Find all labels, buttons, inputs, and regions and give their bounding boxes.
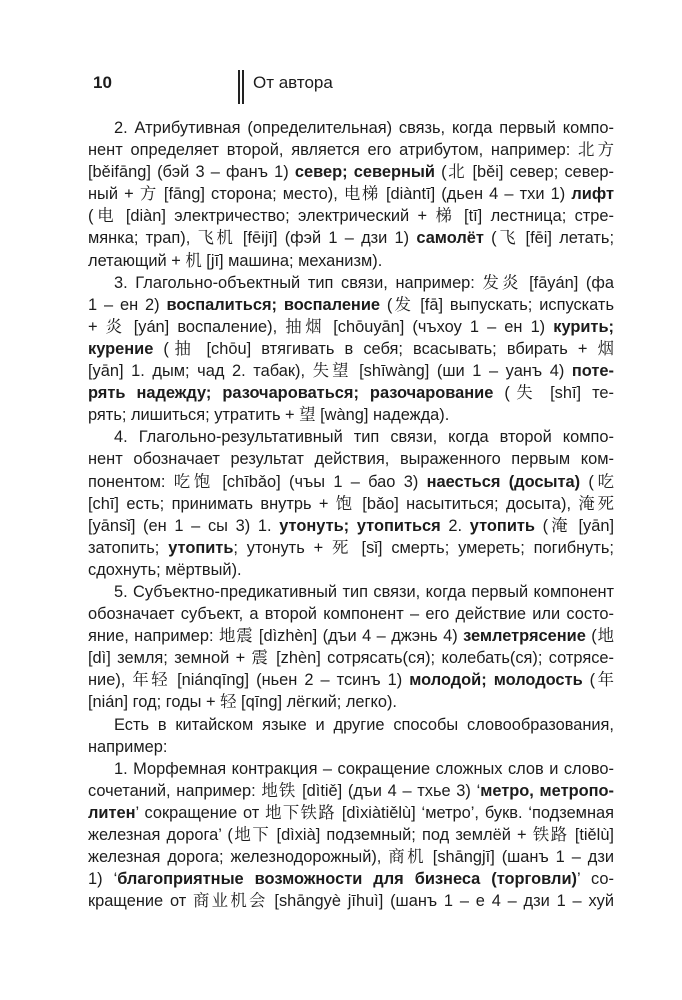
text-line: ние), 年轻 [niánqīng] (ньен 2 – тсинъ 1) молодой; молодость (年: [88, 671, 614, 690]
body-text: [88, 117, 614, 912]
header-divider-second: [242, 70, 244, 104]
text-line: например:: [88, 737, 168, 756]
text-line: [yān] 1. дым; чад 2. табак), 失望 [shīwàng] (ши 1 – уанъ 4) поте-: [88, 362, 614, 381]
text-line: [běifāng] (бэй 3 – фанъ 1) север; северный (北 [běi] север; север-: [88, 163, 614, 182]
text-line: [chī] есть; принимать внутрь + 饱 [bǎo] насытиться; досыта), 淹死: [88, 494, 614, 513]
text-line: Есть в китайском языке и другие способы словообразования,: [114, 715, 614, 734]
text-line: 4. Глагольно-результативный тип связи, когда второй компо-: [114, 428, 614, 447]
text-line: (电 [diàn] электричество; электрический + 梯 [tī] лестница; стре-: [88, 207, 614, 226]
text-line: [dì] земля; земной + 震 [zhèn] сотрясать(ся); колебать(ся); сотрясе-: [88, 649, 614, 668]
text-line: сдохнуть; мёртвый).: [88, 560, 242, 579]
text-line: литен’ сокращение от 地下铁路 [dìxiàtiělù] ‘метро’, букв. ‘подземная: [88, 803, 614, 822]
text-line: + 炎 [yán] воспаление), 抽烟 [chōuyān] (чъхоу 1 – ен 1) курить;: [88, 317, 614, 336]
section-title: От автора: [253, 73, 333, 92]
text-line: 5. Субъектно-предикативный тип связи, когда первый компонент: [114, 582, 614, 601]
header-divider: [238, 70, 240, 104]
text-line: затопить; утопить; утонуть + 死 [sǐ] смерть; умереть; погибнуть;: [88, 538, 614, 557]
text-line: мянка; трап), 飞机 [fēijī] (фэй 1 – дзи 1) самолёт (飞 [fēi] летать;: [88, 229, 614, 248]
text-line: ный + 方 [fāng] сторона; место), 电梯 [diàntī] (дьен 4 – тхи 1) лифт: [88, 185, 614, 204]
page-number: 10: [93, 73, 112, 92]
text-line: железная дорога; железнодорожный), 商机 [shāngjī] (шанъ 1 – дзи: [88, 848, 614, 867]
text-line: понентом: 吃饱 [chībǎo] (чъы 1 – бао 3) наесться (досыта) (吃: [88, 472, 614, 491]
text-line: обозначает субъект, а второй компонент – его действие или состо-: [88, 605, 614, 624]
text-line: 2. Атрибутивная (определительная) связь, когда первый компо-: [114, 119, 614, 137]
text-line: железная дорога’ (地下 [dìxià] подземный; под землёй + 铁路 [tiělù]: [88, 826, 614, 844]
text-line: 1. Морфемная контракция – сокращение сложных слов и слово-: [114, 759, 614, 778]
text-line: летающий + 机 [jī] машина; механизм).: [88, 251, 383, 270]
text-line: 3. Глагольно-объектный тип связи, например: 发炎 [fāyán] (фа: [114, 273, 614, 292]
text-line: нент определяет второй, является его атрибутом, например: 北方: [88, 141, 614, 160]
text-line: кращение от 商业机会 [shāngyè jīhuì] (шанъ 1 – е 4 – дзи 1 – хуй: [88, 892, 614, 911]
text-line: курение (抽 [chōu] втягивать в себя; всасывать; вбирать + 烟: [88, 339, 614, 358]
text-line: рять; лишиться; утратить + 望 [wàng] надежда).: [88, 406, 450, 425]
text-line: нент обозначает результат действия, выраженного первым ком-: [88, 450, 614, 469]
text-line: яние, например: 地震 [dìzhèn] (дъи 4 – джэнь 4) землетрясение (地: [88, 627, 614, 646]
text-line: сочетаний, например: 地铁 [dìtiě] (дъи 4 – тхье 3) ‘метро, метропо-: [88, 781, 614, 800]
text-line: рять надежду; разочароваться; разочарование (失 [shī] те-: [88, 384, 614, 403]
text-line: [yānsǐ] (ен 1 – сы 3) 1. утонуть; утопиться 2. утопить (淹 [yān]: [88, 516, 614, 535]
text-line: [nián] год; годы + 轻 [qīng] лёгкий; легко).: [88, 693, 397, 712]
text-line: 1) ‘благоприятные возможности для бизнеса (торговли)’ со-: [88, 870, 614, 889]
running-header: [93, 70, 613, 106]
text-line: 1 – ен 2) воспалиться; воспаление (发 [fā] выпускать; испускать: [88, 295, 614, 314]
